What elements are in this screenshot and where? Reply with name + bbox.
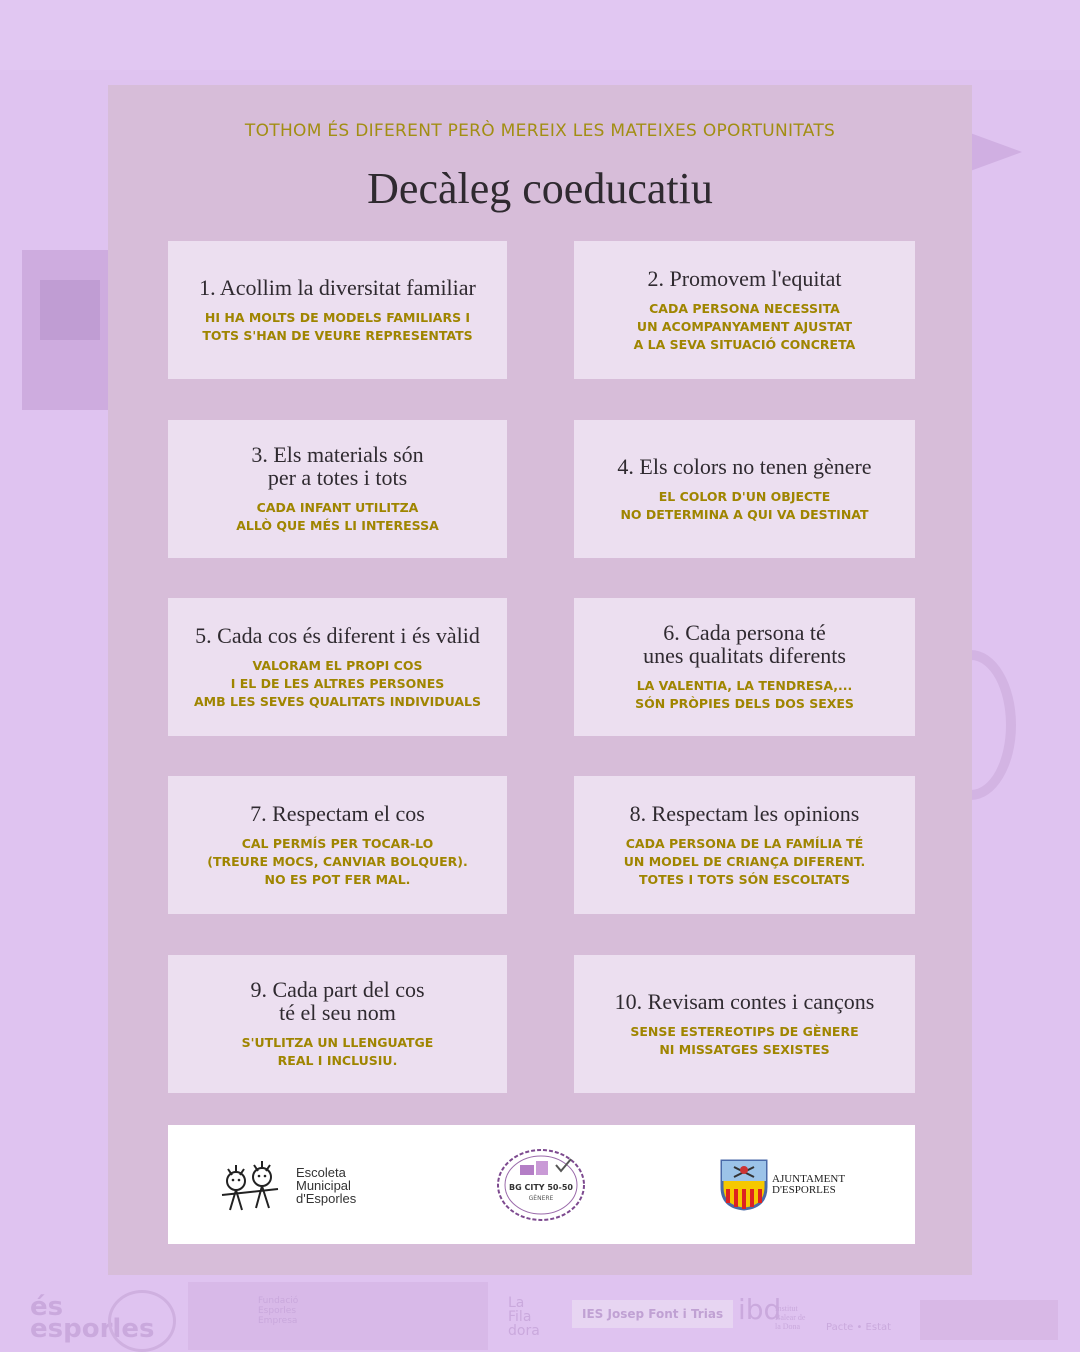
sponsor-logo-ies: IES Josep Font i Trias <box>572 1300 733 1328</box>
bg-city-seal-logo <box>496 1147 586 1223</box>
card-text: CAL PERMÍS PER TOCAR-LO (TREURE MOCS, CANVIAR BOLQUER). NO ES POT FER MAL. <box>207 835 468 887</box>
card-title: 5. Cada cos és diferent i és vàlid <box>195 622 480 648</box>
card-text: CADA PERSONA DE LA FAMÍLIA TÉ UN MODEL DE CRIANÇA DIFERENT. TOTES I TOTS SÓN ESCOLTATS <box>623 835 866 887</box>
seal-text-line1: BG CITY 50-50 <box>509 1183 573 1192</box>
card-5 <box>168 598 507 736</box>
sponsor-logo-es-esporles: és esporles <box>30 1292 155 1344</box>
children-drawing-icon <box>218 1155 282 1215</box>
card-2 <box>574 241 915 379</box>
card-title: 2. Promovem l'equitat <box>647 265 842 291</box>
card-title: 8. Respectam les opinions <box>629 800 860 826</box>
background-stripe <box>0 0 1080 70</box>
card-1 <box>168 241 507 379</box>
seal-text-line2: GÈNERE <box>528 1195 554 1202</box>
sponsor-government-logo <box>920 1300 1058 1340</box>
card-text: HI HA MOLTS DE MODELS FAMILIARS I TOTS S'HAN DE VEURE REPRESENTATS <box>202 309 473 343</box>
card-7 <box>168 776 507 914</box>
logos-bar <box>168 1125 915 1244</box>
card-6 <box>574 598 915 736</box>
card-text: LA VALENTIA, LA TENDRESA,... SÓN PRÒPIES DELS DOS SEXES <box>635 678 854 711</box>
sponsors-footer <box>0 1282 1080 1350</box>
sponsor-logo-ibd: ibd <box>738 1293 782 1326</box>
card-text: SENSE ESTEREOTIPS DE GÈNERE NI MISSATGES SEXISTES <box>630 1023 859 1057</box>
page-title: Decàleg coeducatiu <box>367 164 713 213</box>
card-4 <box>574 420 915 558</box>
card-10 <box>574 955 915 1093</box>
card-text: CADA PERSONA NECESSITA UN ACOMPANYAMENT AJUSTAT A LA SEVA SITUACIÓ CONCRETA <box>633 300 856 352</box>
sponsor-logo-institut-balear: Institut Balear de la Dona <box>775 1304 806 1331</box>
coat-of-arms-icon <box>720 1159 768 1211</box>
card-title: 10. Revisam contes i cançons <box>614 988 875 1014</box>
ajuntament-logo <box>720 1159 845 1211</box>
card-text: S'UTLITZA UN LLENGUATGE REAL I INCLUSIU. <box>241 1035 434 1068</box>
card-3 <box>168 420 507 558</box>
tagline: TOTHOM ÉS DIFERENT PERÒ MEREIX LES MATEIXES OPORTUNITATS <box>244 121 836 141</box>
ajuntament-logo-text: AJUNTAMENT D'ESPORLES <box>772 1173 846 1196</box>
sponsor-logo-la-filadora: La Fila dora <box>508 1295 540 1339</box>
sponsor-band <box>188 1282 488 1350</box>
background-block-inner <box>40 280 100 340</box>
sponsor-logo-fundacio: Fundació Esporles Empresa <box>258 1296 299 1326</box>
card-title: 7. Respectam el cos <box>250 800 425 826</box>
card-title: 3. Els materials són per a totes i tots <box>251 442 424 490</box>
card-title: 1. Acollim la diversitat familiar <box>199 274 476 300</box>
card-text: VALORAM EL PROPI COS I EL DE LES ALTRES PERSONES AMB LES SEVES QUALITATS INDIVIDUALS <box>193 657 482 709</box>
card-text: CADA INFANT UTILITZA ALLÒ QUE MÉS LI INTERESSA <box>236 500 439 533</box>
card-title: 6. Cada persona té unes qualitats diferents <box>643 620 846 668</box>
card-title: 9. Cada part del cos té el seu nom <box>250 977 425 1025</box>
escoleta-logo <box>218 1153 356 1217</box>
decalogue-panel <box>108 85 972 1275</box>
sponsor-seal-icon <box>108 1290 176 1352</box>
card-title: 4. Els colors no tenen gènere <box>617 453 872 479</box>
escoleta-logo-text: Escoleta Municipal d'Esporles <box>296 1164 357 1206</box>
card-text: EL COLOR D'UN OBJECTE NO DETERMINA A QUI VA DESTINAT <box>620 488 869 522</box>
sponsor-logo-pacte-estat: Pacte • Estat <box>826 1322 892 1333</box>
card-9 <box>168 955 507 1093</box>
card-8 <box>574 776 915 914</box>
